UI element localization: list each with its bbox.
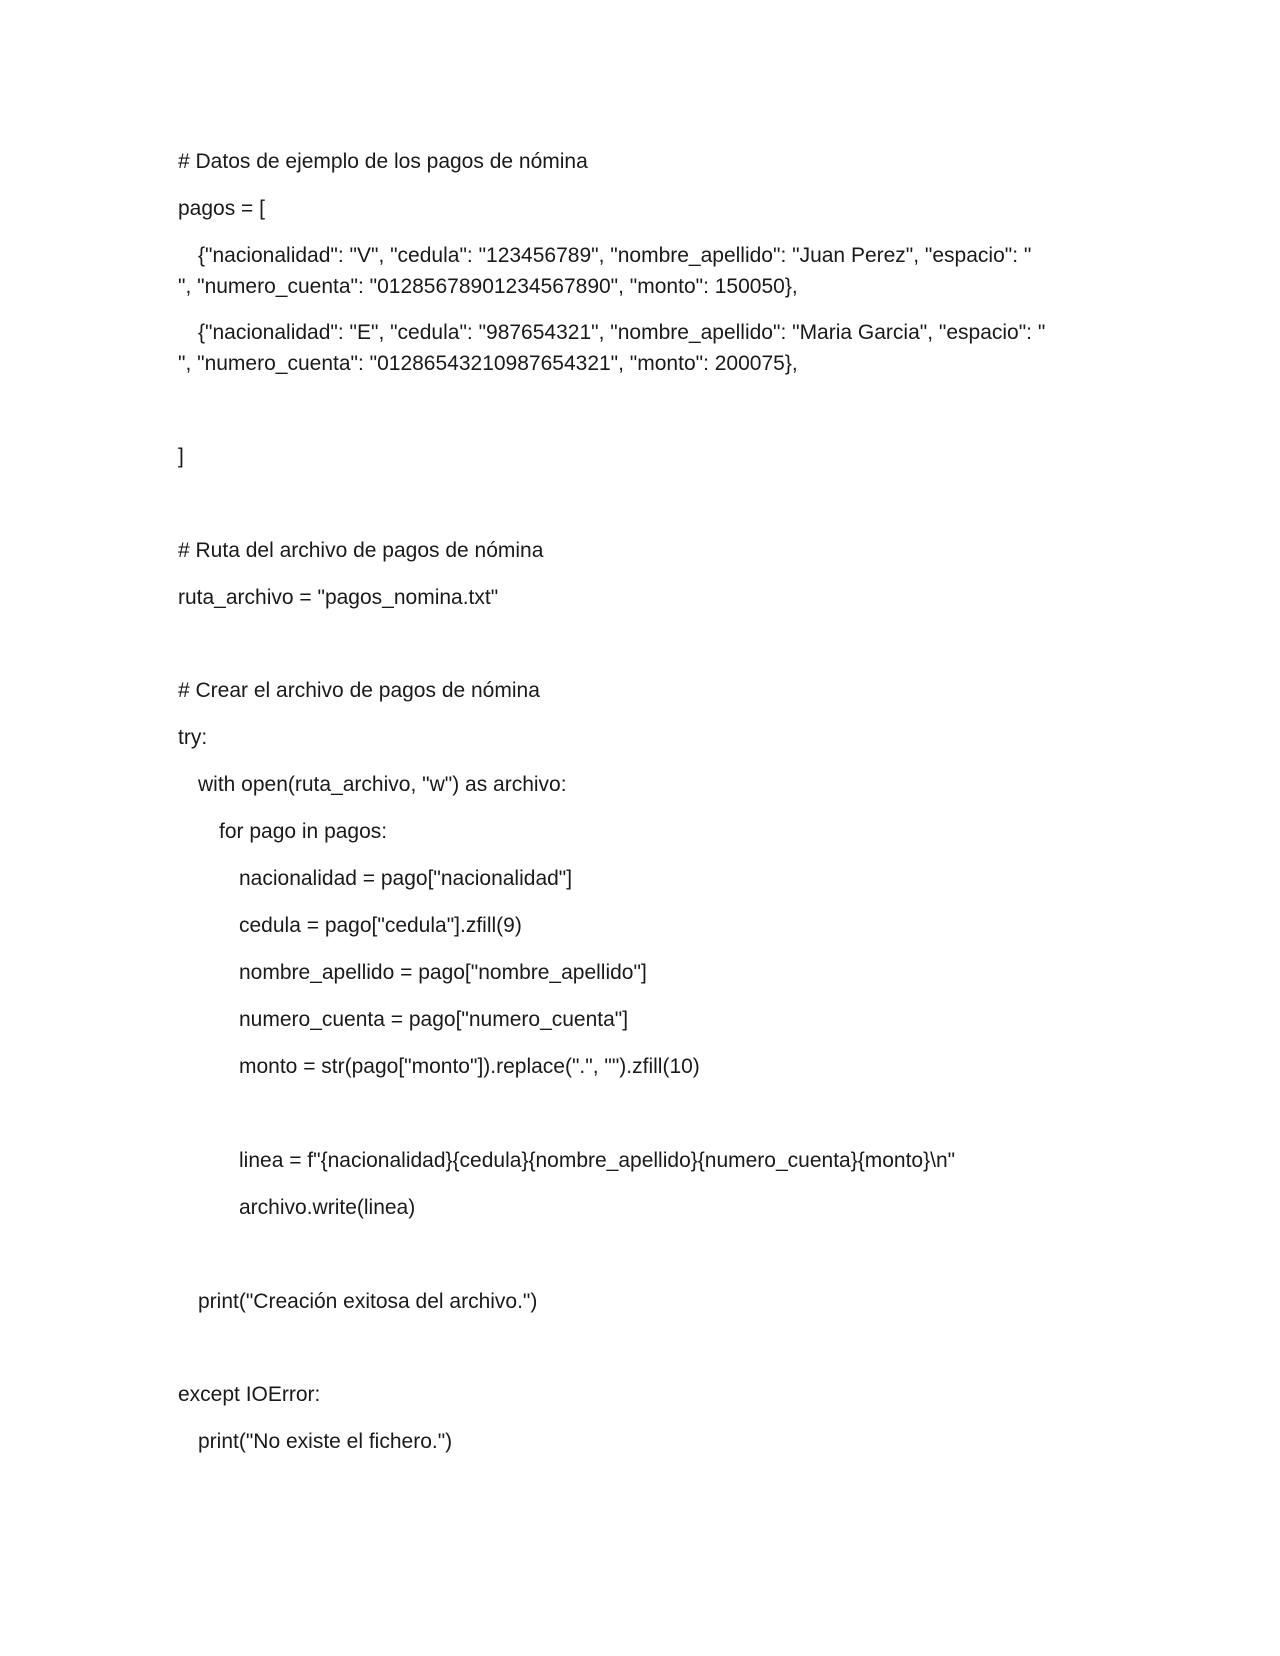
code-ruta-archivo: ruta_archivo = "pagos_nomina.txt" — [178, 586, 499, 609]
code-pagos-close: ] — [178, 445, 184, 468]
code-pago-2-line-1: {"nacionalidad": "E", "cedula": "987654321", "nombre_apellido": "Maria Garcia", "espacio": " — [198, 321, 1046, 344]
code-pago-2-line-2: ", "numero_cuenta": "01286543210987654321", "monto": 200075}, — [178, 352, 798, 375]
code-comment-datos: # Datos de ejemplo de los pagos de nómina — [178, 150, 588, 173]
code-comment-crear: # Crear el archivo de pagos de nómina — [178, 679, 540, 702]
code-print-error: print("No existe el fichero.") — [198, 1430, 453, 1453]
code-numero-cuenta: numero_cuenta = pago["numero_cuenta"] — [239, 1008, 629, 1031]
code-archivo-write: archivo.write(linea) — [239, 1196, 416, 1219]
code-except: except IOError: — [178, 1383, 321, 1406]
code-nacionalidad: nacionalidad = pago["nacionalidad"] — [239, 867, 573, 890]
code-cedula: cedula = pago["cedula"].zfill(9) — [239, 914, 522, 937]
code-linea: linea = f"{nacionalidad}{cedula}{nombre_apellido}{numero_cuenta}{monto}\n" — [239, 1149, 956, 1172]
code-pago-1-line-1: {"nacionalidad": "V", "cedula": "123456789", "nombre_apellido": "Juan Perez", "espacio": " — [198, 244, 1032, 267]
code-pagos-open: pagos = [ — [178, 197, 265, 220]
code-pago-1-line-2: ", "numero_cuenta": "01285678901234567890", "monto": 150050}, — [178, 275, 798, 298]
code-comment-ruta: # Ruta del archivo de pagos de nómina — [178, 539, 544, 562]
code-try: try: — [178, 726, 208, 749]
code-print-exito: print("Creación exitosa del archivo.") — [198, 1290, 538, 1313]
code-for-pago: for pago in pagos: — [219, 820, 388, 843]
code-nombre-apellido: nombre_apellido = pago["nombre_apellido"] — [239, 961, 647, 984]
code-with-open: with open(ruta_archivo, "w") as archivo: — [198, 773, 567, 796]
code-monto: monto = str(pago["monto"]).replace(".", "").zfill(10) — [239, 1055, 700, 1078]
